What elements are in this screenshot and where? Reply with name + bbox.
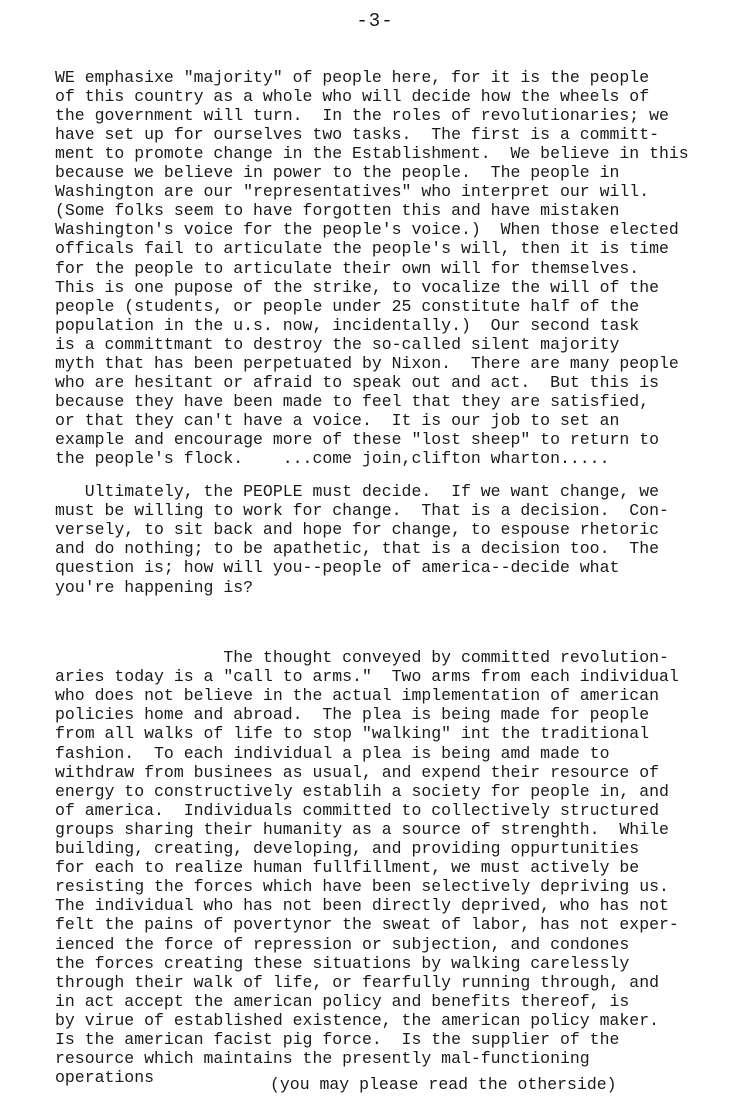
text-line: of america. Individuals committed to collectively structured [55,800,659,820]
text-line: myth that has been perpetuated by Nixon. There are many people [55,353,679,373]
text-line: withdraw from businees as usual, and expend their resource of [55,762,659,782]
text-line: or that they can't have a voice. It is our job to set an [55,410,620,430]
text-line: because we believe in power to the people. The people in [55,163,620,183]
text-line: must be willing to work for change. That is a decision. Con- [55,501,669,521]
text-line: Washington are our "representatives" who interpret our will. [55,182,650,202]
text-line: ment to promote change in the Establishment. We believe in this [55,144,689,164]
text-line: for each to realize human fullfillment, we must actively be [55,858,640,878]
text-line: building, creating, developing, and providing oppurtunities [55,839,640,858]
text-line: who does not believe in the actual implementation of american [55,686,659,706]
text-line: example and encourage more of these "lost sheep" to return to [55,429,659,449]
text-line: Washington's voice for the people's voice.) When those elected [55,220,679,240]
text-line: WE emphasixe "majority" of people here, for it is the people [55,68,650,87]
text-line: operations [55,1068,155,1088]
text-line: you're happening is? [55,577,254,597]
text-line: for the people to articulate their own will for themselves. [55,258,640,278]
page-number: -3- [356,10,394,32]
text-line: The thought conveyed by committed revolution- [55,648,669,667]
text-line: aries today is a "call to arms." Two arms from each individual [55,667,679,687]
text-line: question is; how will you--people of america--decide what [55,558,620,578]
text-line: fashion. To each individual a plea is being amd made to [55,743,610,763]
text-line: the forces creating these situations by walking carelessly [55,953,630,973]
text-line: ienced the force of repression or subjection, and condones [55,934,630,954]
text-line: The individual who has not been directly deprived, who has not [55,896,669,916]
text-line: policies home and abroad. The plea is being made for people [55,705,650,725]
text-line: (Some folks seem to have forgotten this and have mistaken [55,201,620,221]
text-line: Is the american facist pig force. Is the supplier of the [55,1030,620,1049]
text-line: groups sharing their humanity as a source of strenghth. While [55,819,669,839]
text-line: because they have been made to feel that they are satisfied, [55,391,650,411]
text-line: is a committmant to destroy the so-called silent majority [55,334,620,354]
text-line: Ultimately, the PEOPLE must decide. If we want change, we [55,482,659,501]
text-line: energy to constructively establih a society for people in, and [55,781,669,801]
text-line: of this country as a whole who will decide how the wheels of [55,87,650,107]
text-line: resource which maintains the presently mal-functioning [55,1049,590,1069]
text-line: officals fail to articulate the people's will, then it is time [55,239,669,259]
text-line: the people's flock. ...come join,clifton wharton..... [55,449,610,468]
text-line: the government will turn. In the roles of revolutionaries; we [55,106,669,126]
text-line: versely, to sit back and hope for change, to espouse rhetoric [55,520,659,540]
text-line: population in the u.s. now, incidentally.) Our second task [55,315,640,335]
text-line: resisting the forces which have been selectively depriving us. [55,877,669,897]
text-line: This is one pupose of the strike, to vocalize the will of the [55,277,659,297]
text-line: in act accept the american policy and benefits thereof, is [55,991,630,1011]
text-line: felt the pains of povertynor the sweat of labor, has not exper- [55,915,679,935]
text-line: through their walk of life, or fearfully running through, and [55,972,659,992]
text-line: have set up for ourselves two tasks. The first is a committ- [55,125,659,145]
text-line: from all walks of life to stop "walking" int the traditional [55,724,650,744]
footer-note: (you may please read the otherside) [270,1075,617,1094]
text-line: who are hesitant or afraid to speak out and act. But this is [55,372,659,392]
text-line: people (students, or people under 25 constitute half of the [55,296,640,316]
text-line: and do nothing; to be apathetic, that is a decision too. The [55,539,659,559]
text-line: by virue of established existence, the american policy maker. [55,1010,659,1030]
